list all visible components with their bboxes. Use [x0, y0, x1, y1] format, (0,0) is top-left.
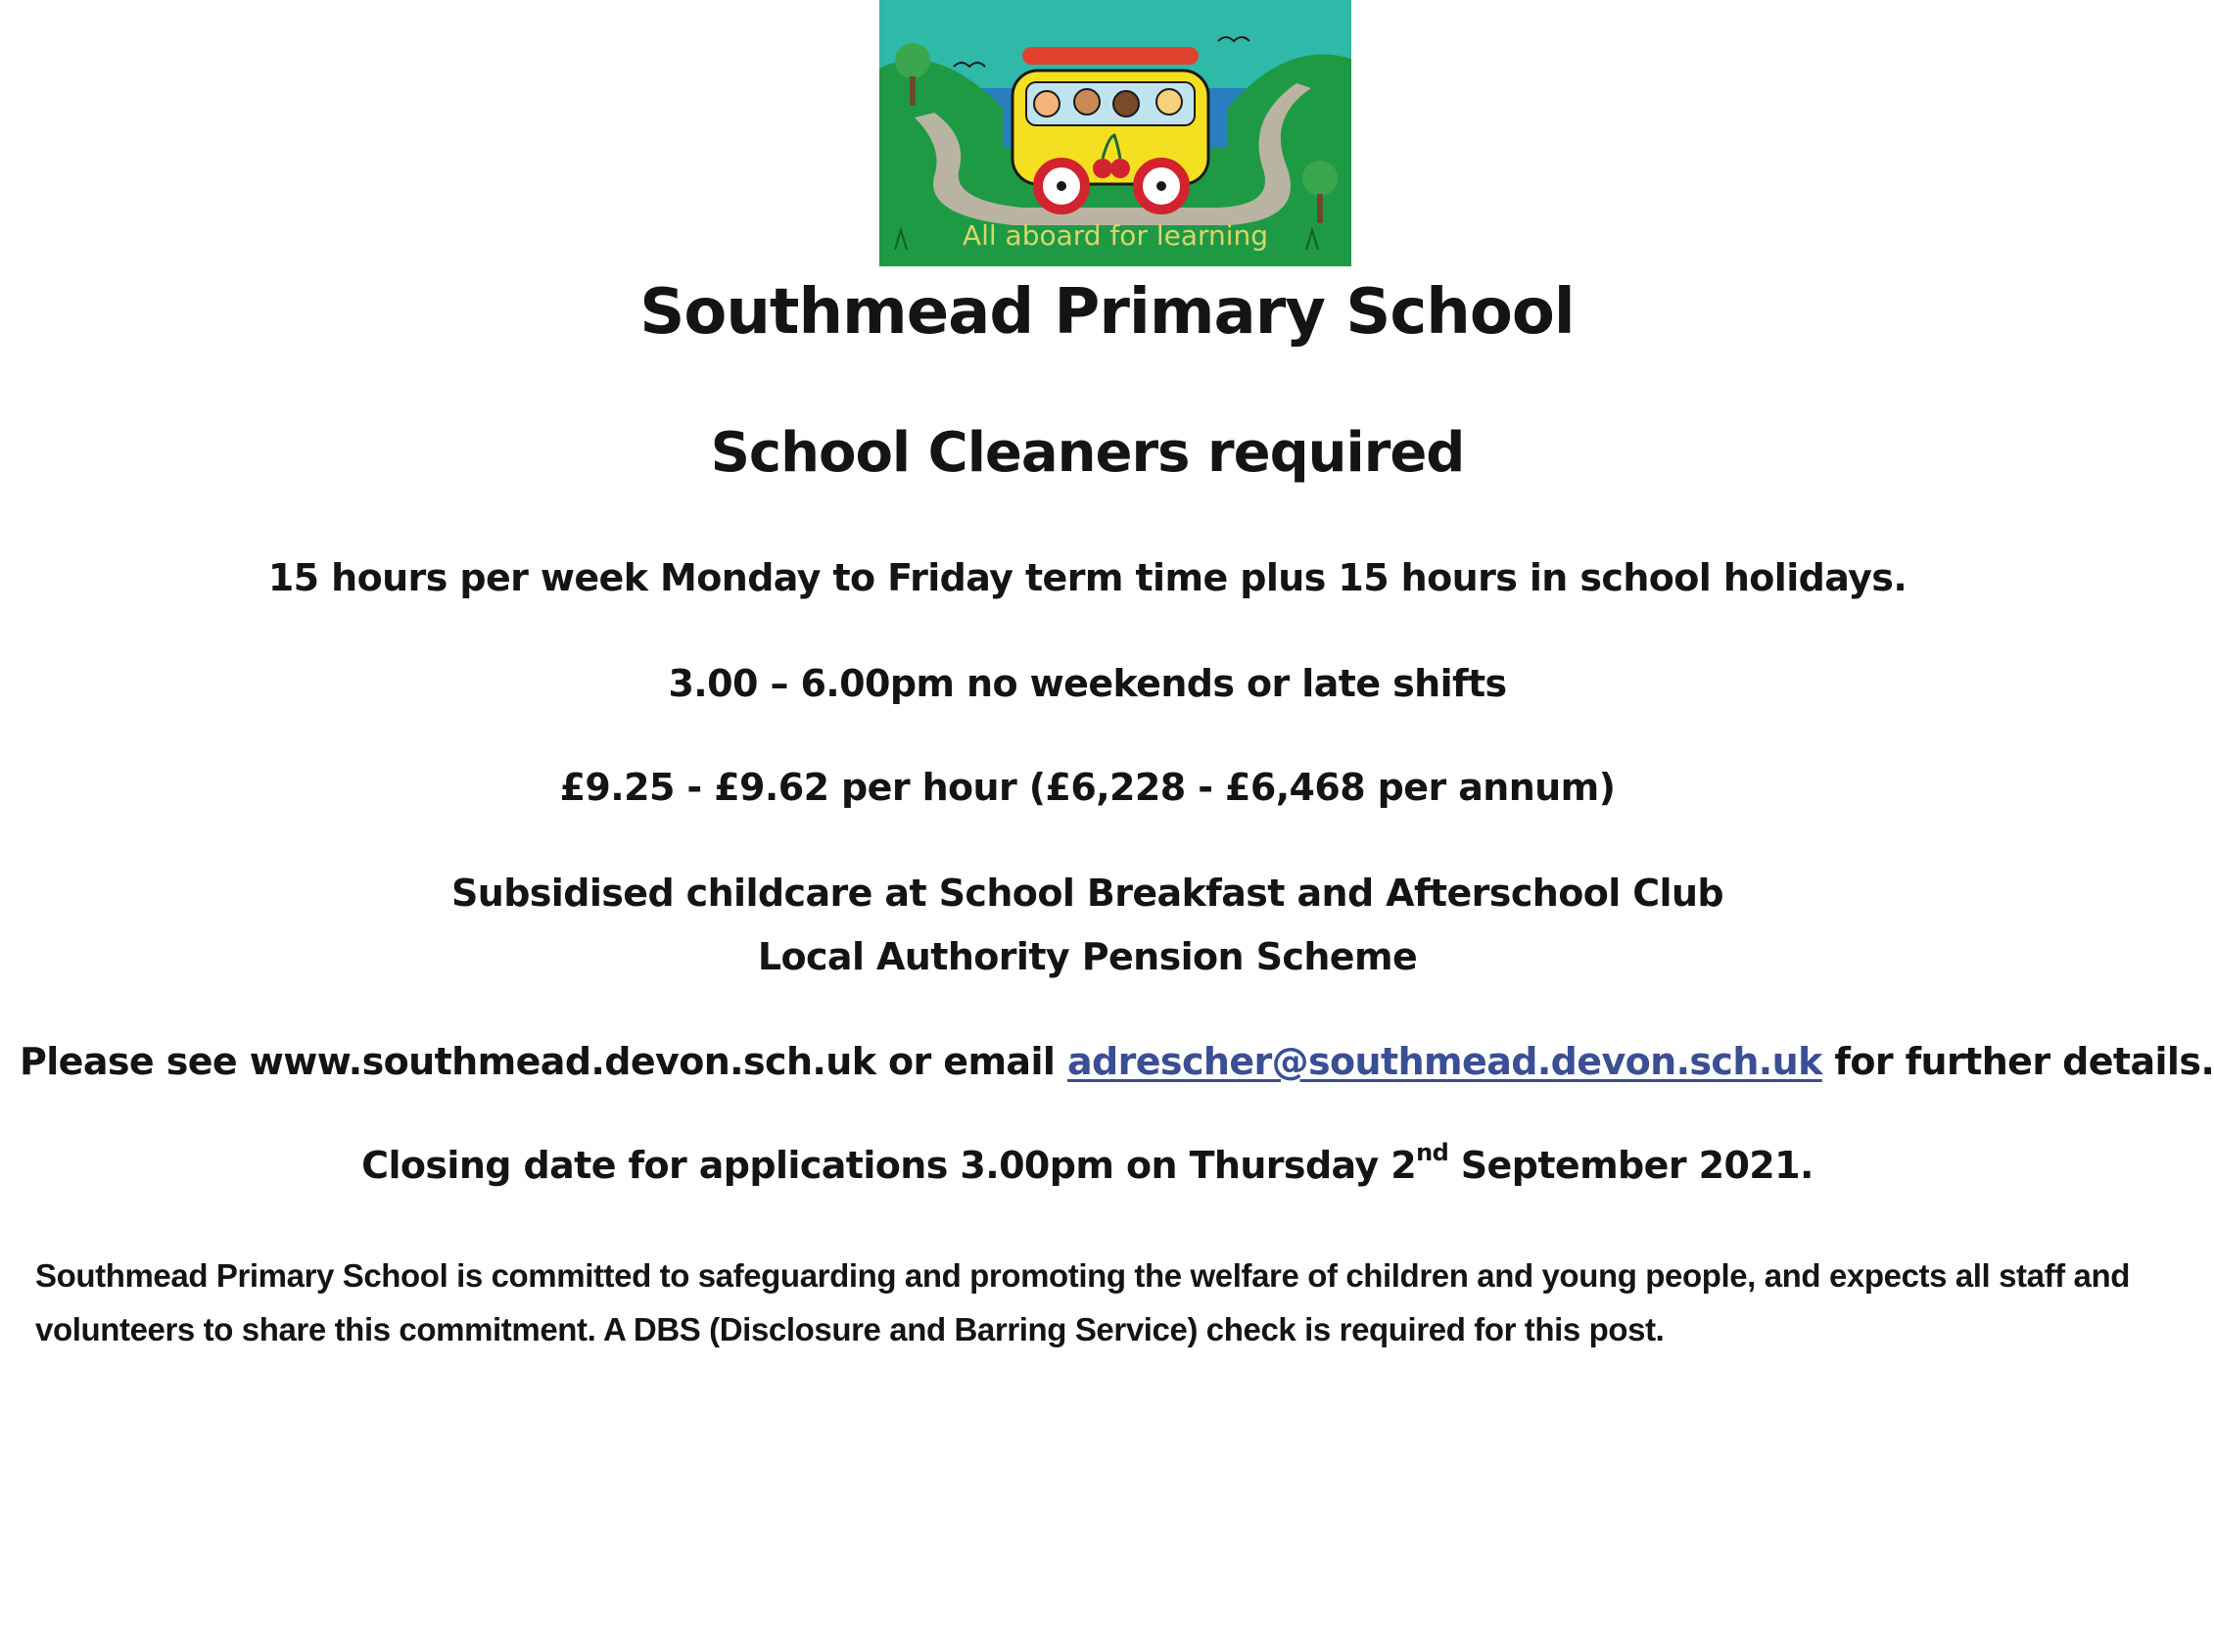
closing-prefix: Closing date for applications 3.00pm on Thursday 2 [361, 1144, 1417, 1187]
logo-tagline: All aboard for learning [962, 219, 1269, 252]
closing-date-line [0, 1139, 2175, 1187]
hours-line: 15 hours per week Monday to Friday term time plus 15 hours in school holidays. [267, 556, 1908, 599]
logo-illustration [875, 0, 1355, 266]
closing-suffix: September 2021. [1448, 1144, 1814, 1187]
job-headline: School Cleaners required [710, 421, 1465, 485]
safeguarding-statement: Southmead Primary School is committed to safeguarding and promoting the welfare of children and young people, and expects all staff and volunteers to share this commitment. A DBS (Disclosure and Barring Service) check is required for this post. [35, 1257, 2131, 1347]
benefit-pension: Local Authority Pension Scheme [757, 935, 1418, 978]
school-name: Southmead Primary School [639, 276, 1575, 349]
benefit-childcare: Subsidised childcare at School Breakfast and Afterschool Club [450, 872, 1724, 915]
contact-prefix: Please see www.southmead.devon.sch.uk or email [20, 1040, 1067, 1083]
surfboard-icon [1022, 47, 1199, 65]
pay-line: £9.25 - £9.62 per hour (£6,228 - £6,468 per annum) [559, 766, 1616, 809]
contact-suffix: for further details. [1821, 1040, 2214, 1083]
email-link[interactable]: adrescher@southmead.devon.sch.uk [1066, 1040, 1822, 1083]
times-line: 3.00 – 6.00pm no weekends or late shifts [668, 662, 1507, 705]
closing-ordinal: nd [1416, 1139, 1449, 1166]
contact-line [0, 1040, 2214, 1083]
school-logo [875, 0, 1355, 266]
